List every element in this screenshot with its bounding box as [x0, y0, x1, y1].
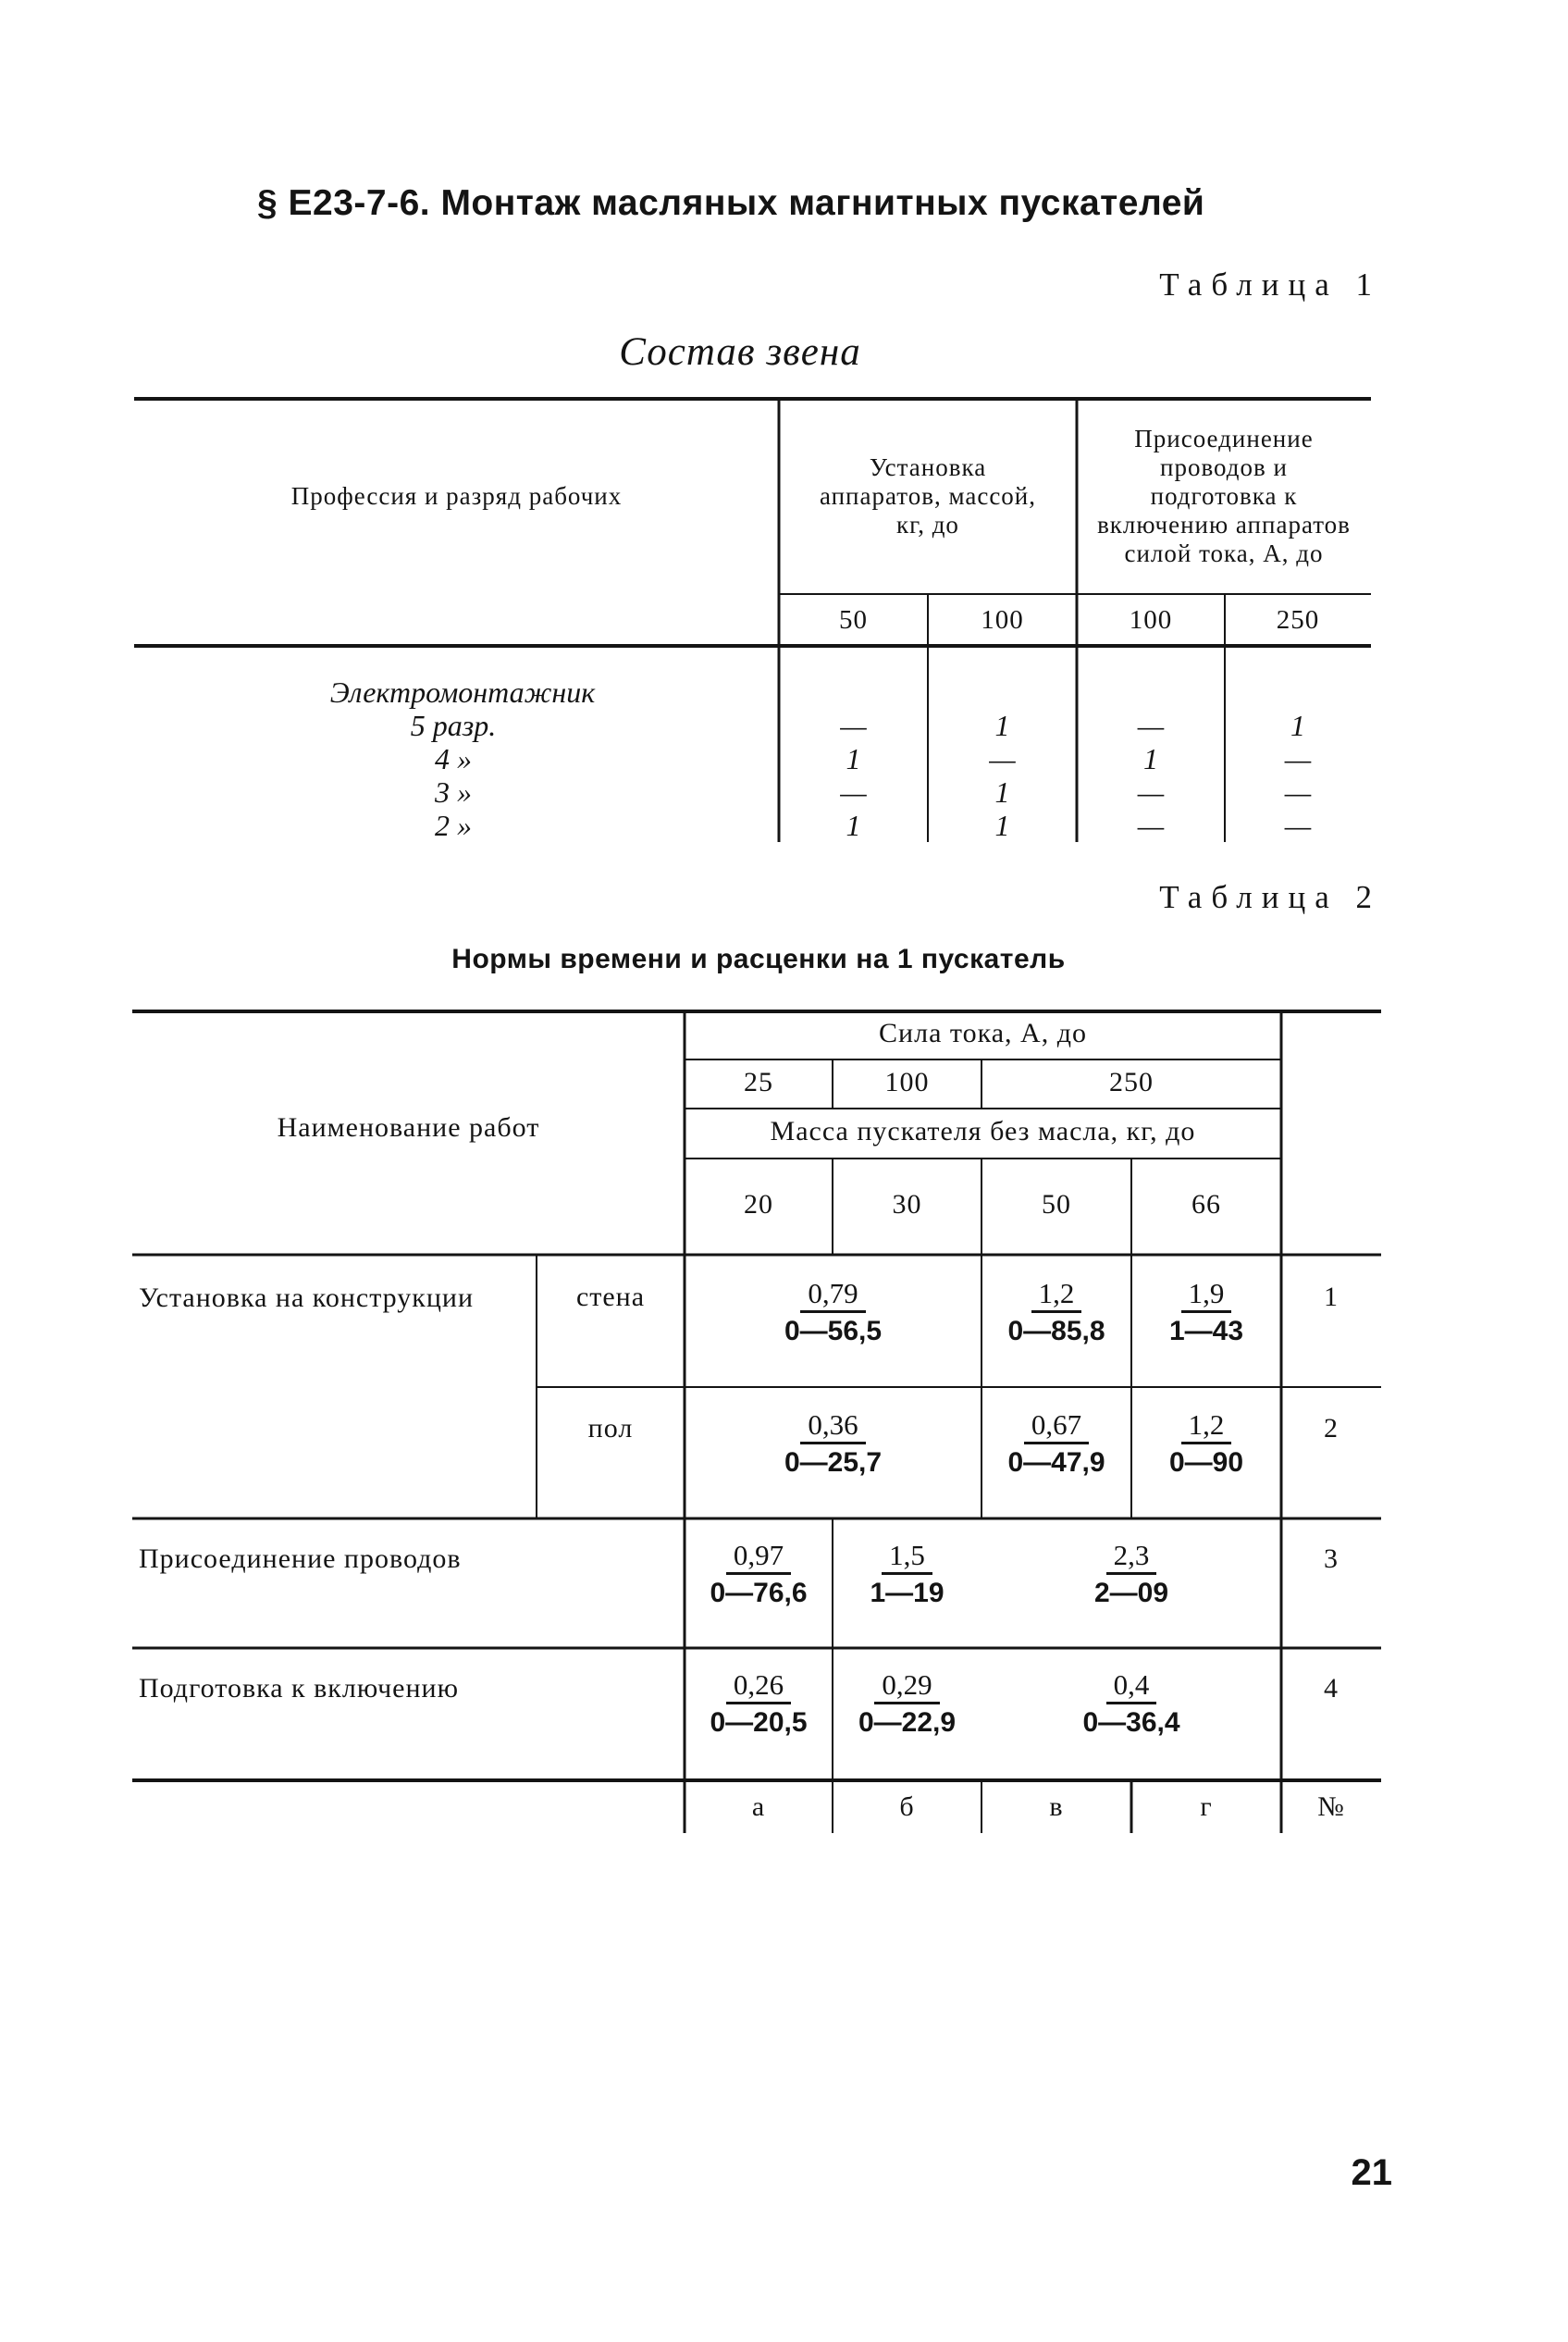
table1-sub-header: 250: [1276, 605, 1320, 635]
norm-rate-cell: [685, 1668, 833, 1740]
current-value: 25: [744, 1067, 773, 1097]
norm-rate-cell: [1131, 1408, 1281, 1480]
table1-cell: 1: [846, 742, 861, 775]
table1-sub-header: 50: [839, 605, 868, 635]
profession-name: Электромонтажник: [329, 675, 596, 709]
norm-rate-cell: [982, 1408, 1131, 1480]
number-column-label: №: [1317, 1791, 1345, 1822]
norm-value: 0,36: [800, 1408, 865, 1444]
norm-rate-cell: [982, 1539, 1281, 1610]
mass-value: 30: [892, 1189, 922, 1220]
table1-cell: —: [1284, 742, 1312, 775]
norm-rate-cell: [685, 1408, 982, 1480]
table1-title: Состав звена: [619, 330, 861, 374]
table1-header-connect: Присоединение проводов и подготовка к включению аппаратов силой тока, А, до: [1097, 425, 1351, 567]
table2-label: Таблица 2: [1159, 879, 1381, 915]
table1-cell: —: [840, 775, 867, 809]
table1-header-profession: Профессия и разряд рабочих: [290, 482, 623, 510]
norm-value: 0,29: [874, 1668, 939, 1704]
norm-rate-cell: [685, 1539, 833, 1610]
table1-cell: 1: [846, 809, 861, 842]
norm-rate-cell: [833, 1539, 982, 1610]
table1-sub-header: 100: [981, 605, 1024, 635]
current-value: 250: [1109, 1067, 1154, 1097]
rate-value: 0—25,7: [784, 1447, 883, 1478]
row-number: 1: [1324, 1282, 1339, 1312]
rate-value: 1—19: [870, 1578, 945, 1608]
grade-label: 3 »: [435, 775, 472, 809]
table2-header-mass: Масса пускателя без масла, кг, до: [770, 1116, 1196, 1146]
page-number: 21: [1351, 2152, 1392, 2193]
norm-value: 0,97: [726, 1539, 791, 1575]
current-value: 100: [884, 1067, 930, 1097]
table1-cell: 1: [1290, 709, 1305, 742]
table1-cell: —: [840, 709, 867, 742]
column-letter: а: [751, 1791, 766, 1822]
norm-value: 0,4: [1106, 1668, 1157, 1704]
work-name: Присоединение проводов: [139, 1543, 462, 1574]
mass-value: 66: [1191, 1189, 1221, 1220]
table1-cell: 1: [994, 775, 1010, 809]
table2-title: Нормы времени и расценки на 1 пускатель: [451, 944, 1066, 974]
table2-header-current: Сила тока, А, до: [879, 1018, 1087, 1048]
mass-value: 20: [744, 1189, 773, 1220]
norm-value: 0,79: [800, 1277, 865, 1313]
row-number: 4: [1324, 1673, 1339, 1704]
table1-cell: —: [1137, 709, 1165, 742]
grade-label: 5 разр.: [410, 709, 497, 742]
rate-value: 0—47,9: [1007, 1447, 1105, 1478]
rate-value: 2—09: [1093, 1578, 1169, 1608]
rate-value: 1—43: [1168, 1316, 1244, 1346]
norm-rate-cell: [982, 1668, 1281, 1740]
rate-value: 0—56,5: [784, 1316, 883, 1346]
table1-cell: 1: [1143, 742, 1158, 775]
table1-cell: 1: [994, 709, 1010, 742]
table1-label: Таблица 1: [1159, 266, 1381, 303]
rate-value: 0—36,4: [1082, 1707, 1180, 1738]
rate-value: 0—90: [1168, 1447, 1244, 1478]
column-letter: г: [1200, 1791, 1213, 1822]
norm-value: 0,67: [1024, 1408, 1089, 1444]
table1-header-install: Установка аппаратов, массой, кг, до: [819, 453, 1037, 539]
table1-cell: —: [1284, 775, 1312, 809]
norm-value: 1,2: [1031, 1277, 1082, 1313]
norm-value: 1,2: [1181, 1408, 1232, 1444]
rate-value: 0—85,8: [1007, 1316, 1105, 1346]
norm-value: 1,5: [882, 1539, 932, 1575]
column-letter: б: [899, 1791, 915, 1822]
norm-value: 0,26: [726, 1668, 791, 1704]
work-name: Установка на конструкции: [139, 1283, 475, 1313]
norm-rate-cell: [685, 1277, 982, 1348]
rate-value: 0—22,9: [858, 1707, 957, 1738]
norm-value: 2,3: [1106, 1539, 1157, 1575]
section-title: § Е23-7-6. Монтаж масляных магнитных пускателей: [257, 183, 1205, 223]
table1-cell: —: [1284, 809, 1312, 842]
table1-cell: —: [989, 742, 1016, 775]
grade-label: 4 »: [435, 742, 472, 775]
rate-value: 0—20,5: [710, 1707, 808, 1738]
row-number: 2: [1324, 1413, 1339, 1444]
norm-value: 1,9: [1181, 1277, 1232, 1313]
norm-rate-cell: [833, 1668, 982, 1740]
rate-value: 0—76,6: [710, 1578, 808, 1608]
table2-header-work-name: Наименование работ: [277, 1112, 540, 1143]
table1-cell: —: [1137, 809, 1165, 842]
work-subtype: стена: [575, 1282, 646, 1312]
work-subtype: пол: [587, 1413, 634, 1444]
table1-sub-header: 100: [1129, 605, 1173, 635]
grade-label: 2 »: [435, 809, 472, 842]
column-letter: в: [1049, 1791, 1064, 1822]
table1-cell: 1: [994, 809, 1010, 842]
mass-value: 50: [1042, 1189, 1071, 1220]
row-number: 3: [1324, 1543, 1339, 1574]
norm-rate-cell: [982, 1277, 1131, 1348]
work-name: Подготовка к включению: [139, 1673, 460, 1704]
table1-cell: —: [1137, 775, 1165, 809]
norm-rate-cell: [1131, 1277, 1281, 1348]
